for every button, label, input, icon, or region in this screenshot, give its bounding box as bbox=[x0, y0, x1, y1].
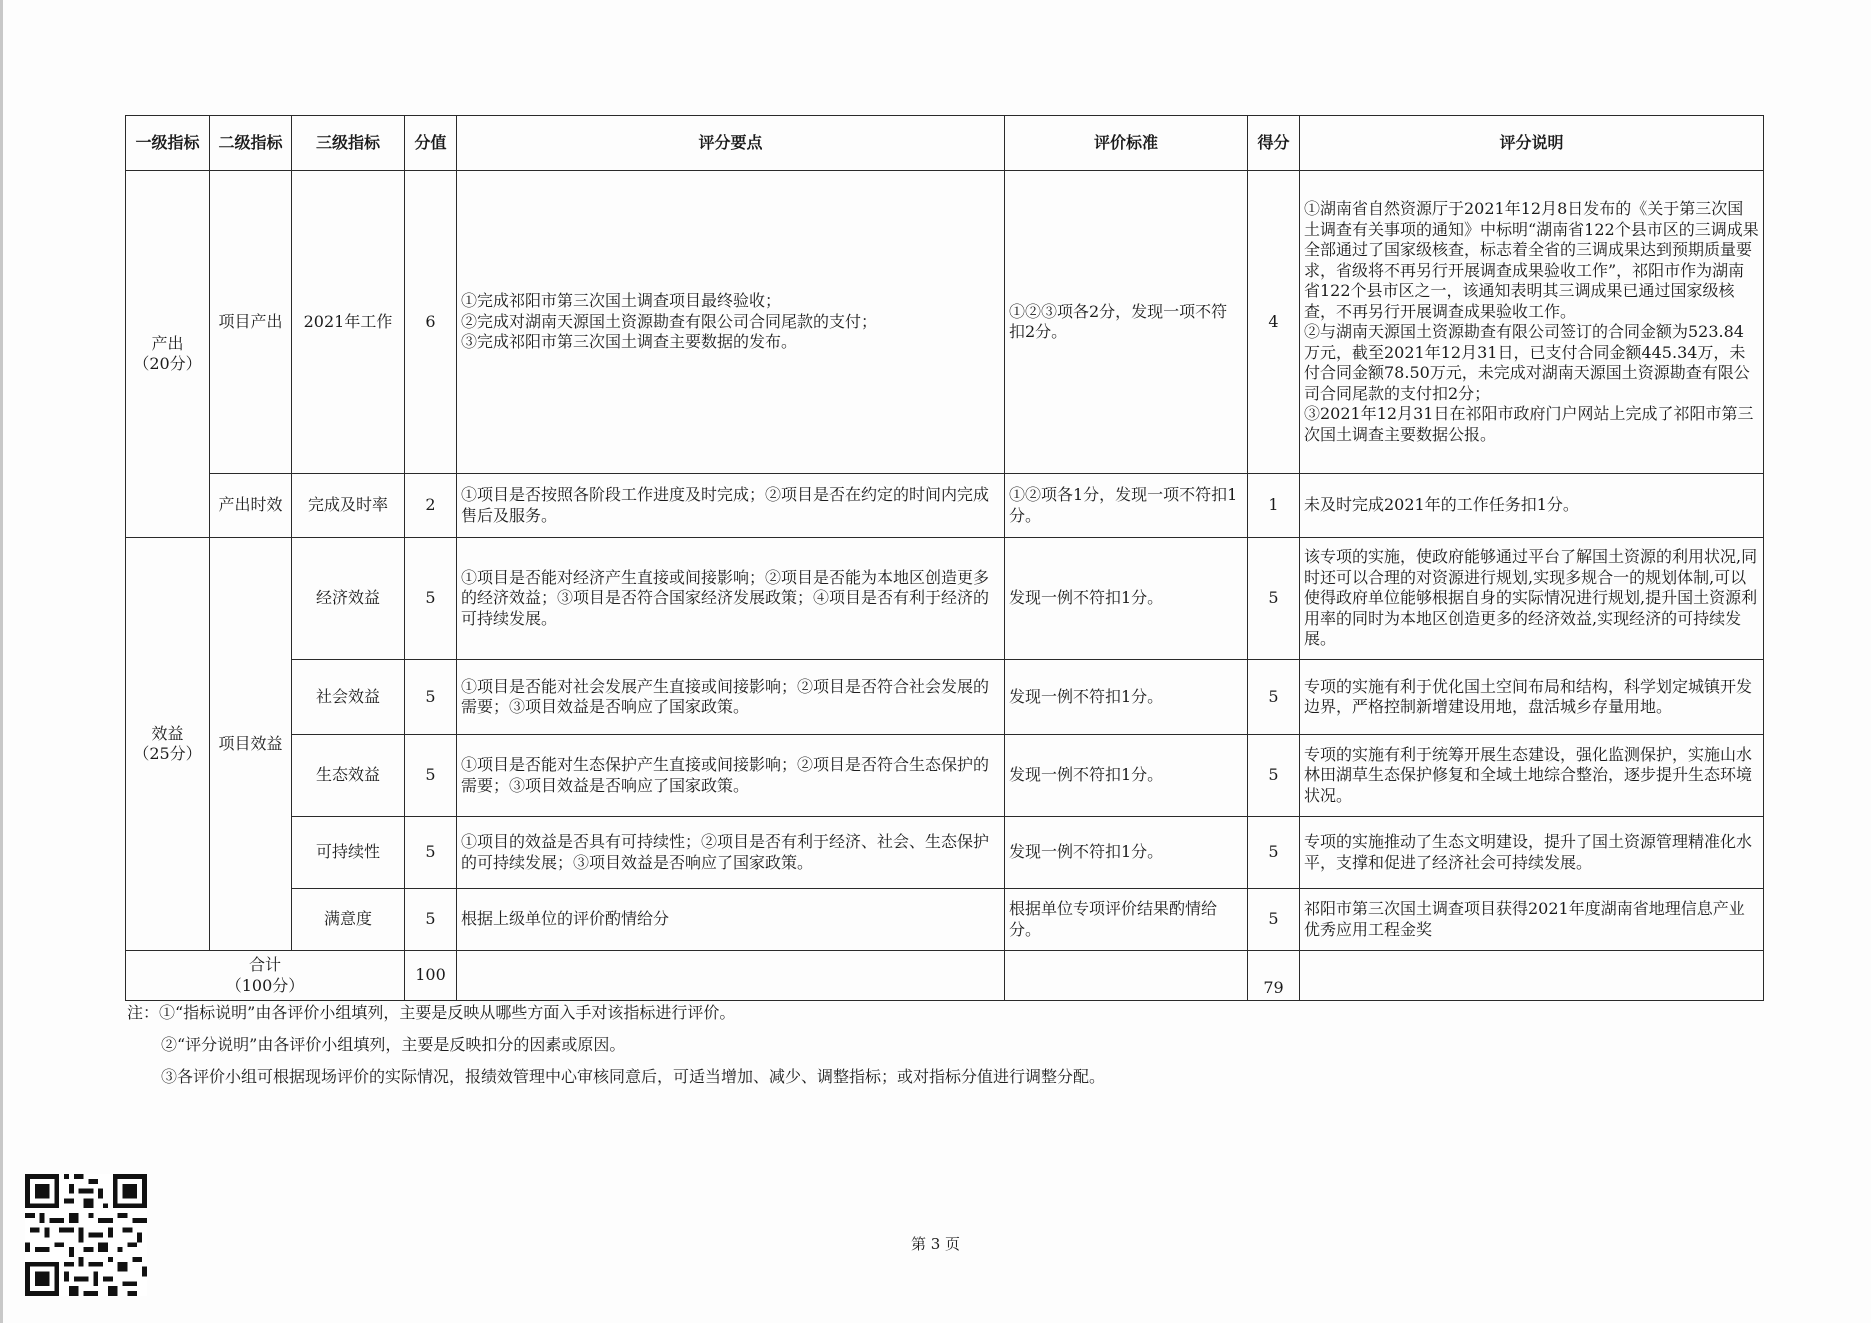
benefit-explain: 专项的实施有利于优化国土空间布局和结构，科学划定城镇开发边界，严格控制新增建设用地，盘活城乡存量用地。 bbox=[1300, 660, 1764, 735]
table-row bbox=[126, 660, 1764, 735]
total-score: 79 bbox=[1248, 951, 1300, 1001]
benefit-points: ①项目的效益是否具有可持续性；②项目是否有利于经济、社会、生态保护的可持续发展；③项目效益是否响应了国家政策。 bbox=[457, 817, 1005, 889]
output-time-level3: 完成及时率 bbox=[292, 474, 405, 538]
header-row bbox=[126, 116, 1764, 171]
benefit-explain: 该专项的实施，使政府能够通过平台了解国土资源的利用状况,同时还可以合理的对资源进行规划,实现多规合一的规划体制,可以使得政府单位能够根据自身的实际情况进行规划,提升国土资源利用率的同时为本地区创造更多的经济效益,实现经济的可持续发展。 bbox=[1300, 538, 1764, 660]
header-score: 得分 bbox=[1248, 116, 1300, 171]
output-quantity-standard: ①②③项各2分，发现一项不符扣2分。 bbox=[1005, 171, 1248, 474]
header-explain: 评分说明 bbox=[1300, 116, 1764, 171]
benefit-standard: 发现一例不符扣1分。 bbox=[1005, 538, 1248, 660]
benefit-value: 5 bbox=[405, 660, 457, 735]
evaluation-table bbox=[125, 115, 1764, 1001]
benefit-level3: 经济效益 bbox=[292, 538, 405, 660]
footnote-2: ②“评分说明”由各评价小组填列，主要是反映扣分的因素或原因。 bbox=[161, 1035, 626, 1054]
benefit-value: 5 bbox=[405, 538, 457, 660]
benefit-points: ①项目是否能对社会发展产生直接或间接影响；②项目是否符合社会发展的需要；③项目效益是否响应了国家政策。 bbox=[457, 660, 1005, 735]
benefit-standard: 发现一例不符扣1分。 bbox=[1005, 817, 1248, 889]
benefit-score: 5 bbox=[1248, 889, 1300, 951]
total-row bbox=[126, 951, 1764, 1001]
footnote-1: 注：①“指标说明”由各评价小组填列，主要是反映从哪些方面入手对该指标进行评价。 bbox=[127, 1003, 736, 1022]
header-standard: 评价标准 bbox=[1005, 116, 1248, 171]
benefit-score: 5 bbox=[1248, 538, 1300, 660]
total-points-empty bbox=[457, 951, 1005, 1001]
output-time-value: 2 bbox=[405, 474, 457, 538]
header-value: 分值 bbox=[405, 116, 457, 171]
header-points: 评分要点 bbox=[457, 116, 1005, 171]
benefit-value: 5 bbox=[405, 889, 457, 951]
total-explain-empty bbox=[1300, 951, 1764, 1001]
header-level1: 一级指标 bbox=[126, 116, 210, 171]
footnote-3: ③各评价小组可根据现场评价的实际情况，报绩效管理中心审核同意后，可适当增加、减少、调整指标；或对指标分值进行调整分配。 bbox=[161, 1067, 1106, 1086]
benefit-value: 5 bbox=[405, 735, 457, 817]
page-number: 第 3 页 bbox=[910, 1235, 961, 1253]
output-time-standard: ①②项各1分，发现一项不符扣1分。 bbox=[1005, 474, 1248, 538]
header-level3: 三级指标 bbox=[292, 116, 405, 171]
total-value: 100 bbox=[405, 951, 457, 1001]
output-quantity-score: 4 bbox=[1248, 171, 1300, 474]
total-standard-empty bbox=[1005, 951, 1248, 1001]
benefit-level3: 生态效益 bbox=[292, 735, 405, 817]
benefit-standard: 根据单位专项评价结果酌情给分。 bbox=[1005, 889, 1248, 951]
scan-edge bbox=[0, 0, 3, 1323]
output-time-points: ①项目是否按照各阶段工作进度及时完成；②项目是否在约定的时间内完成售后及服务。 bbox=[457, 474, 1005, 538]
table-row bbox=[126, 735, 1764, 817]
output-quantity-points: ①完成祁阳市第三次国土调查项目最终验收； ②完成对湖南天源国土资源勘查有限公司合同尾款的支付； ③完成祁阳市第三次国土调查主要数据的发布。 bbox=[457, 171, 1005, 474]
table-row bbox=[126, 889, 1764, 951]
table-row bbox=[126, 171, 1764, 474]
output-time-level2: 产出时效 bbox=[210, 474, 292, 538]
benefit-level2: 项目效益 bbox=[210, 538, 292, 951]
table-row bbox=[126, 817, 1764, 889]
output-time-score: 1 bbox=[1248, 474, 1300, 538]
benefit-explain: 专项的实施有利于统筹开展生态建设，强化监测保护，实施山水林田湖草生态保护修复和全域土地综合整治，逐步提升生态环境状况。 bbox=[1300, 735, 1764, 817]
output-quantity-level2: 项目产出 bbox=[210, 171, 292, 474]
benefit-level1: 效益 （25分） bbox=[126, 538, 210, 951]
benefit-explain: 祁阳市第三次国土调查项目获得2021年度湖南省地理信息产业优秀应用工程金奖 bbox=[1300, 889, 1764, 951]
header-level2: 二级指标 bbox=[210, 116, 292, 171]
benefit-points: 根据上级单位的评价酌情给分 bbox=[457, 889, 1005, 951]
table-row bbox=[126, 474, 1764, 538]
benefit-points: ①项目是否能对经济产生直接或间接影响；②项目是否能为本地区创造更多的经济效益；③项目是否符合国家经济发展政策；④项目是否有利于经济的可持续发展。 bbox=[457, 538, 1005, 660]
output-time-explain: 未及时完成2021年的工作任务扣1分。 bbox=[1300, 474, 1764, 538]
benefit-score: 5 bbox=[1248, 660, 1300, 735]
total-label: 合计 （100分） bbox=[126, 951, 405, 1001]
benefit-level3: 社会效益 bbox=[292, 660, 405, 735]
table-row bbox=[126, 538, 1764, 660]
output-quantity-value: 6 bbox=[405, 171, 457, 474]
output-quantity-explain: ①湖南省自然资源厅于2021年12月8日发布的《关于第三次国土调查有关事项的通知》中标明“湖南省122个县市区的三调成果全部通过了国家级核查，标志着全省的三调成果达到预期质量要求，省级将不再另行开展调查成果验收工作”，祁阳市作为湖南省122个县市区之一，该通知表明其三调成果已通过国家级核查，不再另行开展调查成果验收工作。 ②与湖南天源国土资源勘查有限公司签订的合同金额为523.84万元，截至2021年12月31日，已支付合同金额445.34万，未付合同金额78.50万元，未完成对湖南天源国土资源勘查有限公司合同尾款的支付扣2分； ③2021年12月31日在祁阳市政府门户网站上完成了祁阳市第三次国土调查主要数据公报。 bbox=[1300, 171, 1764, 474]
benefit-score: 5 bbox=[1248, 735, 1300, 817]
benefit-level3: 满意度 bbox=[292, 889, 405, 951]
output-quantity-level3: 2021年工作 bbox=[292, 171, 405, 474]
benefit-standard: 发现一例不符扣1分。 bbox=[1005, 660, 1248, 735]
benefit-score: 5 bbox=[1248, 817, 1300, 889]
output-level1: 产出 （20分） bbox=[126, 171, 210, 538]
benefit-level3: 可持续性 bbox=[292, 817, 405, 889]
benefit-value: 5 bbox=[405, 817, 457, 889]
benefit-standard: 发现一例不符扣1分。 bbox=[1005, 735, 1248, 817]
benefit-points: ①项目是否能对生态保护产生直接或间接影响；②项目是否符合生态保护的需要；③项目效益是否响应了国家政策。 bbox=[457, 735, 1005, 817]
benefit-explain: 专项的实施推动了生态文明建设，提升了国土资源管理精准化水平，支撑和促进了经济社会可持续发展。 bbox=[1300, 817, 1764, 889]
